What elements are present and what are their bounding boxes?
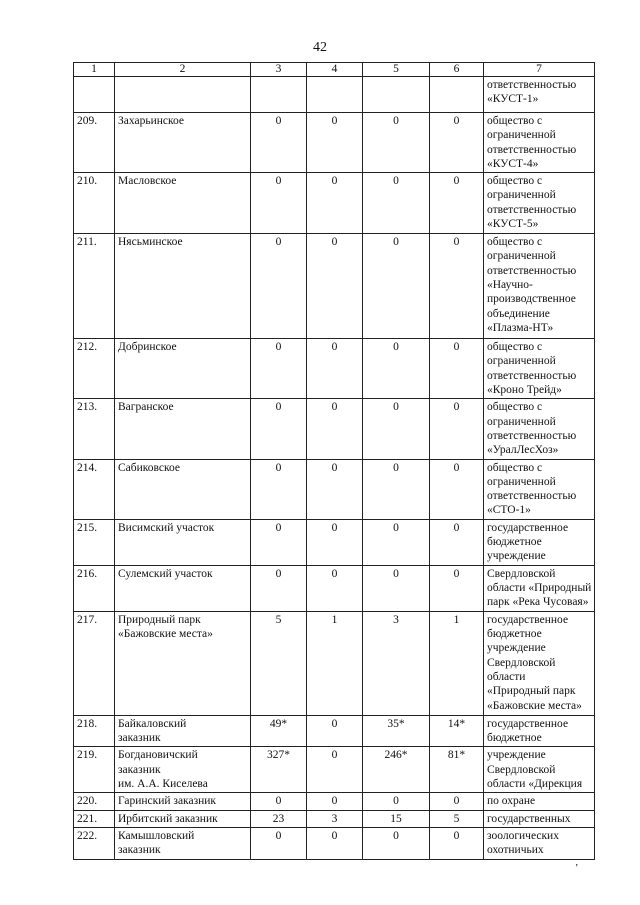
value-col-5 — [363, 77, 430, 113]
value-col-4: 0 — [307, 113, 363, 173]
organization-name-line: государственное — [487, 521, 569, 534]
organization-name-line: «Бажовские места» — [487, 699, 582, 712]
value-col-3: 0 — [251, 399, 307, 459]
value-col-3: 0 — [251, 173, 307, 234]
row-number: 211. — [74, 234, 115, 339]
organization-name-line: ответственностью — [487, 203, 577, 216]
value-col-5: 0 — [363, 399, 430, 459]
value-col-3: 0 — [251, 565, 307, 611]
organization-name-line: ответственностью — [487, 369, 577, 382]
value-col-3: 0 — [251, 234, 307, 339]
value-col-6: 0 — [430, 234, 484, 339]
organization-name-line: Свердловской — [487, 763, 556, 776]
table-row — [74, 459, 595, 519]
value-col-6: 0 — [430, 565, 484, 611]
area-name — [115, 77, 251, 113]
area-name — [115, 565, 251, 611]
organization-name — [484, 810, 595, 827]
organization-name-line: общество с — [487, 236, 543, 249]
value-col-6: 0 — [430, 519, 484, 565]
area-name-line: Сабиковское — [118, 461, 180, 474]
value-col-3 — [251, 77, 307, 113]
value-col-3: 0 — [251, 339, 307, 399]
footer-mark: ‚ — [575, 857, 579, 868]
organization-name — [484, 747, 595, 793]
table-row — [74, 234, 595, 339]
row-number: 221. — [74, 810, 115, 827]
value-col-6: 0 — [430, 173, 484, 234]
organization-name-line: области «Природный — [487, 582, 592, 595]
header-cell-5: 5 — [363, 63, 430, 77]
table-row — [74, 827, 595, 859]
row-number: 216. — [74, 565, 115, 611]
area-name-line: Ирбитский заказник — [118, 812, 218, 825]
value-col-5: 0 — [363, 519, 430, 565]
value-col-4: 0 — [307, 173, 363, 234]
value-col-5: 0 — [363, 459, 430, 519]
header-cell-6: 6 — [430, 63, 484, 77]
area-name — [115, 459, 251, 519]
value-col-4 — [307, 77, 363, 113]
organization-name-line: зоологических — [487, 829, 559, 842]
value-col-3: 0 — [251, 793, 307, 810]
table-row — [74, 77, 595, 113]
value-col-5: 0 — [363, 565, 430, 611]
row-number: 209. — [74, 113, 115, 173]
row-number: 210. — [74, 173, 115, 234]
organization-name — [484, 519, 595, 565]
area-name — [115, 519, 251, 565]
organization-name-line: ограниченной — [487, 189, 556, 202]
organization-name-line: общество с — [487, 461, 543, 474]
page-number: 42 — [313, 40, 327, 55]
value-col-3: 0 — [251, 113, 307, 173]
value-col-5: 0 — [363, 793, 430, 810]
area-name — [115, 399, 251, 459]
organization-name-line: государственное — [487, 613, 569, 626]
organization-name — [484, 827, 595, 859]
organization-name-line: объединение — [487, 307, 550, 320]
organization-name-line: учреждение — [487, 550, 546, 563]
area-name — [115, 173, 251, 234]
organization-name-line: учреждение — [487, 642, 546, 655]
value-col-5: 3 — [363, 611, 430, 715]
value-col-6: 1 — [430, 611, 484, 715]
area-name-line: Вагранское — [118, 401, 174, 414]
table-row — [74, 715, 595, 747]
value-col-6: 81* — [430, 747, 484, 793]
area-name — [115, 611, 251, 715]
table-row — [74, 113, 595, 173]
organization-name-line: государственное — [487, 717, 569, 730]
value-col-4: 0 — [307, 827, 363, 859]
area-name — [115, 339, 251, 399]
header-row — [74, 63, 595, 77]
row-number: 215. — [74, 519, 115, 565]
row-number: 219. — [74, 747, 115, 793]
value-col-6 — [430, 77, 484, 113]
organization-name-line: государственных — [487, 812, 571, 825]
area-name-line: Сулемский участок — [118, 567, 213, 580]
value-col-4: 0 — [307, 565, 363, 611]
value-col-5: 0 — [363, 173, 430, 234]
value-col-3: 327* — [251, 747, 307, 793]
value-col-6: 0 — [430, 827, 484, 859]
organization-name-line: ответственностью — [487, 490, 577, 503]
value-col-6: 0 — [430, 793, 484, 810]
area-name-line: заказник — [118, 732, 161, 745]
organization-name-line: общество с — [487, 341, 543, 354]
organization-name-line: «Природный парк — [487, 685, 576, 698]
organization-name-line: общество с — [487, 115, 543, 127]
organization-name-line: «УралЛесХоз» — [487, 444, 559, 457]
organization-name-line: парк «Река Чусовая» — [487, 596, 589, 609]
area-name-line: Добринское — [118, 341, 177, 354]
value-col-3: 23 — [251, 810, 307, 827]
organization-name-line: общество с — [487, 175, 543, 188]
value-col-6: 0 — [430, 459, 484, 519]
value-col-5: 246* — [363, 747, 430, 793]
organization-name-line: «КУСТ-1» — [487, 93, 539, 106]
organization-name-line: ограниченной — [487, 475, 556, 488]
value-col-5: 35* — [363, 715, 430, 747]
table-row — [74, 810, 595, 827]
value-col-6: 0 — [430, 399, 484, 459]
value-col-4: 0 — [307, 459, 363, 519]
area-name-line: заказник — [118, 763, 161, 776]
area-name — [115, 827, 251, 859]
organization-name — [484, 77, 595, 113]
value-col-5: 0 — [363, 234, 430, 339]
area-name-line: Висимский участок — [118, 521, 215, 534]
value-col-6: 14* — [430, 715, 484, 747]
organization-name-line: по охране — [487, 795, 536, 808]
area-name-line: «Бажовские места» — [118, 628, 213, 641]
organization-name-line: Свердловской — [487, 656, 556, 669]
area-name-line: Масловское — [118, 175, 177, 188]
organization-name — [484, 399, 595, 459]
row-number: 212. — [74, 339, 115, 399]
table-row — [74, 611, 595, 715]
value-col-5: 0 — [363, 339, 430, 399]
value-col-4: 0 — [307, 519, 363, 565]
organization-name — [484, 565, 595, 611]
organization-name-line: ответственностью — [487, 429, 577, 442]
organization-name-line: ответственностью — [487, 264, 577, 277]
organization-name — [484, 715, 595, 747]
area-name — [115, 113, 251, 173]
value-col-6: 0 — [430, 113, 484, 173]
organization-name — [484, 339, 595, 399]
value-col-6: 0 — [430, 339, 484, 399]
value-col-5: 0 — [363, 827, 430, 859]
area-name — [115, 810, 251, 827]
value-col-4: 0 — [307, 399, 363, 459]
organization-name-line: области — [487, 670, 526, 683]
organization-name-line: «КУСТ-5» — [487, 218, 539, 231]
row-number: 218. — [74, 715, 115, 747]
table-row — [74, 793, 595, 810]
row-number: 220. — [74, 793, 115, 810]
area-name-line: Богдановичский — [118, 749, 198, 762]
area-name-line: Гаринский заказник — [118, 795, 217, 808]
header-cell-4: 4 — [307, 63, 363, 77]
organization-name-line: ограниченной — [487, 250, 556, 263]
area-name — [115, 234, 251, 339]
organization-name-line: «Плазма-НТ» — [487, 321, 554, 334]
area-name-line: Захарьинское — [118, 115, 184, 127]
row-number: 217. — [74, 611, 115, 715]
area-name-line: Байкаловский — [118, 717, 187, 730]
organization-name-line: «Научно- — [487, 279, 533, 292]
organization-name-line: «Кроно Трейд» — [487, 384, 562, 397]
value-col-5: 15 — [363, 810, 430, 827]
organization-name-line: учреждение — [487, 749, 546, 762]
table-row — [74, 399, 595, 459]
area-name-line: Камышловский — [118, 829, 195, 842]
area-name-line: им. А.А. Киселева — [118, 777, 208, 790]
table-row — [74, 565, 595, 611]
organization-name — [484, 793, 595, 810]
value-col-3: 5 — [251, 611, 307, 715]
area-name — [115, 747, 251, 793]
area-name-line: Природный парк — [118, 613, 201, 626]
organization-name — [484, 611, 595, 715]
header-cell-3: 3 — [251, 63, 307, 77]
value-col-4: 0 — [307, 715, 363, 747]
organization-name — [484, 113, 595, 173]
value-col-5: 0 — [363, 113, 430, 173]
table-row — [74, 519, 595, 565]
header-cell-7: 7 — [484, 63, 595, 77]
row-number — [74, 77, 115, 113]
area-name-line: Нясьминское — [118, 236, 183, 249]
header-cell-1: 1 — [74, 63, 115, 77]
organization-name-line: бюджетное — [487, 536, 542, 549]
row-number: 214. — [74, 459, 115, 519]
value-col-4: 1 — [307, 611, 363, 715]
value-col-3: 0 — [251, 459, 307, 519]
organization-name-line: ответственностью — [487, 79, 577, 91]
row-number: 213. — [74, 399, 115, 459]
organization-name — [484, 173, 595, 234]
area-name-line: заказник — [118, 844, 161, 857]
value-col-4: 0 — [307, 793, 363, 810]
organization-name-line: ответственностью — [487, 143, 577, 156]
row-number: 222. — [74, 827, 115, 859]
table-row — [74, 173, 595, 234]
organization-name-line: общество с — [487, 401, 543, 414]
organization-name-line: ограниченной — [487, 355, 556, 368]
value-col-4: 3 — [307, 810, 363, 827]
value-col-3: 0 — [251, 827, 307, 859]
organization-name-line: ограниченной — [487, 415, 556, 428]
organization-name — [484, 459, 595, 519]
area-name — [115, 715, 251, 747]
organization-name-line: «КУСТ-4» — [487, 157, 539, 170]
value-col-3: 49* — [251, 715, 307, 747]
value-col-4: 0 — [307, 339, 363, 399]
value-col-6: 5 — [430, 810, 484, 827]
organization-name-line: производственное — [487, 293, 576, 306]
organization-name — [484, 234, 595, 339]
table-row — [74, 747, 595, 793]
value-col-4: 0 — [307, 234, 363, 339]
register-table — [73, 62, 595, 860]
organization-name-line: бюджетное — [487, 628, 542, 641]
area-name — [115, 793, 251, 810]
value-col-3: 0 — [251, 519, 307, 565]
header-cell-2: 2 — [115, 63, 251, 77]
organization-name-line: области «Дирекция — [487, 777, 583, 790]
organization-name-line: бюджетное — [487, 732, 542, 745]
organization-name-line: охотничьих — [487, 844, 544, 857]
value-col-4: 0 — [307, 747, 363, 793]
organization-name-line: «СТО-1» — [487, 504, 531, 517]
organization-name-line: Свердловской — [487, 567, 556, 580]
organization-name-line: ограниченной — [487, 129, 556, 142]
table-row — [74, 339, 595, 399]
